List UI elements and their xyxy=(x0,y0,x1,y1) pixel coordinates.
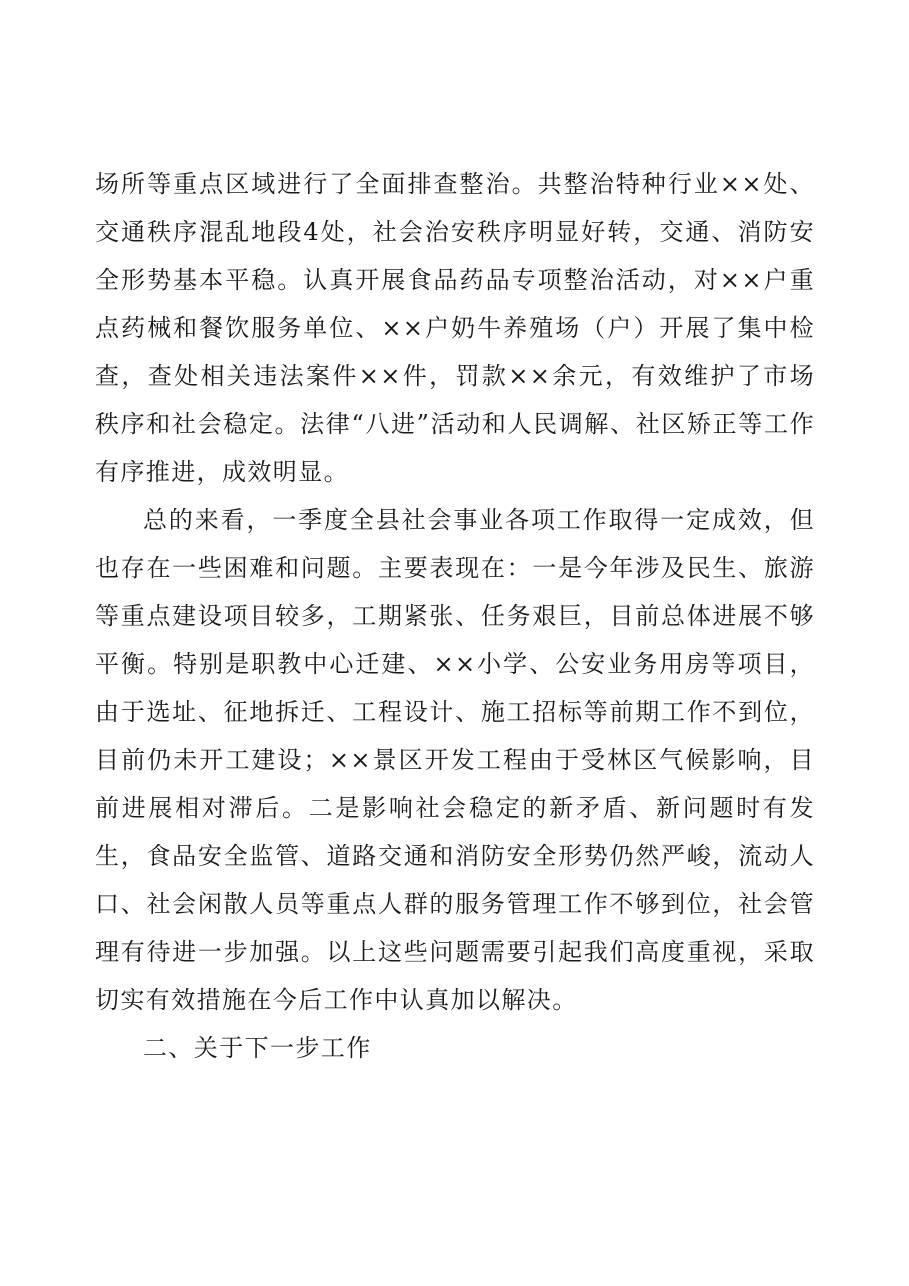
section-heading: 二、关于下一步工作 xyxy=(143,1034,372,1062)
paragraph-summary: 总的来看，一季度全县社会事业各项工作取得一定成效，但也存在一些困难和问题。主要表现在：一是今年涉及民生、旅游等重点建设项目较多，工期紧张、任务艰巨，目前总体进展不够平衡。特别是职教中心迁建、××小学、公安业务用房等项目，由于选址、征地拆迁、工程设计、施工招标等前期工作不到位，目前仍未开工建设；××景区开发工程由于受林区气候影响，目前进展相对滞后。二是影响社会稳定的新矛盾、新问题时有发生，食品安全监管、道路交通和消防安全形势仍然严峻，流动人口、社会闲散人员等重点人群的服务管理工作不够到位，社会管理有待进一步加强。以上这些问题需要引起我们高度重视，采取切实有效措施在今后工作中认真加以解决。 xyxy=(95,506,815,1014)
paragraph-continuation: 场所等重点区域进行了全面排查整治。共整治特种行业××处、交通秩序混乱地段4处，社会治安秩序明显好转，交通、消防安全形势基本平稳。认真开展食品药品专项整治活动，对××户重点药械和餐饮服务单位、××户奶牛养殖场（户）开展了集中检查，查处相关违法案件××件，罚款××余元，有效维护了市场秩序和社会稳定。法律“八进”活动和人民调解、社区矫正等工作有序推进，成效明显。 xyxy=(95,170,815,486)
document-body xyxy=(95,160,815,1072)
